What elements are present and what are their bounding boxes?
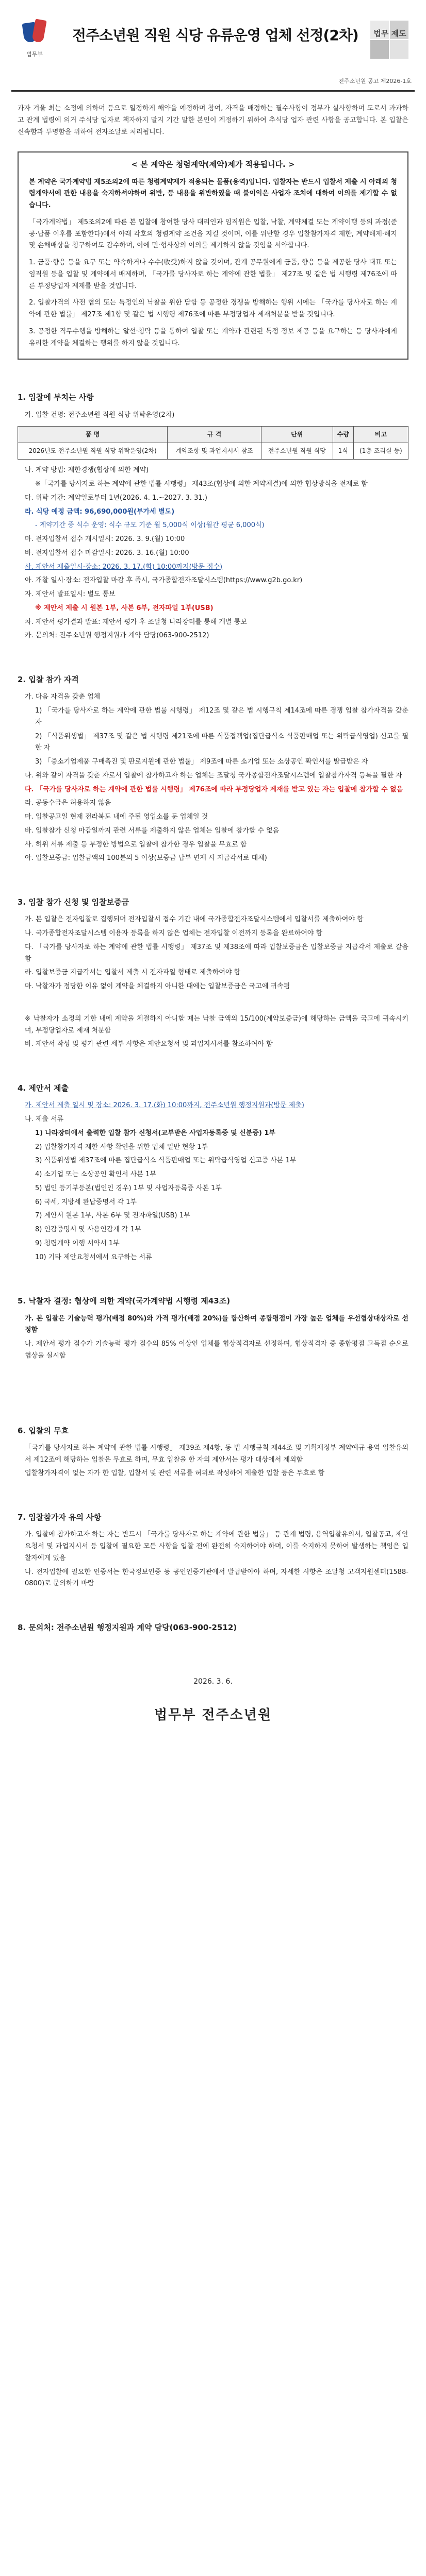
s4-item: 6) 국세, 지방세 완납증명서 각 1부 <box>35 1198 137 1206</box>
s4-item: 10) 기타 제안요청서에서 요구하는 서류 <box>35 1253 152 1261</box>
section-6 <box>18 1424 408 1480</box>
section-8 <box>18 1621 408 1634</box>
s4-item: 7) 제안서 원본 1부, 사본 6부 및 전자파일(USB) 1부 <box>35 1212 190 1220</box>
s3-extra-item: ※ 낙찰자가 소정의 기한 내에 계약을 체결하지 아니할 때는 낙찰 금액의 15/100(계약보증금)에 해당하는 금액을 국고에 귀속시키며, 부정당업자로 제재 처분함 <box>25 1014 408 1035</box>
notice-title: 전주소년원 직원 식당 유류운영 업체 선정(2차) <box>72 27 358 44</box>
s1-item-1: 가. 입찰 건명: 전주소년원 직원 식당 위탁운영(2차) <box>25 411 175 419</box>
table-header-row <box>18 427 408 443</box>
section-4-heading: 4. 제안서 제출 <box>18 1083 69 1093</box>
section-4 <box>18 1081 408 1263</box>
s2-item: 다. 「국가를 당사자로 하는 계약에 관한 법률 시행령」 제76조에 따라 부정당업자 제재를 받고 있는 자는 입찰에 참가할 수 없음 <box>25 785 403 793</box>
issuing-organization: 법무부 전주소년원 <box>154 1707 272 1723</box>
s4-item: 8) 인감증명서 및 사용인감계 각 1부 <box>35 1226 141 1233</box>
notice-number: 전주소년원 공고 제2026-1호 <box>338 77 412 84</box>
s1-item: 카. 문의처: 전주소년원 행정지원과 계약 담당(063-900-2512) <box>25 632 209 640</box>
s2-item: 2) 「식품위생법」 제37조 및 같은 법 시행령 제21조에 따른 식품접객업(집단급식소 식품판매업 또는 위탁급식영업) 신고를 필한 자 <box>35 732 408 752</box>
s4-item: 4) 소기업 또는 소상공인 확인서 사본 1부 <box>35 1171 156 1178</box>
s1-item: 다. 위탁 기간: 계약일로부터 1년(2026. 4. 1.~2027. 3. 31.) <box>25 494 207 502</box>
integrity-paragraph-1: 본 계약은 국가계약법 제5조의2에 따른 청렴계약제가 적용되는 물품(용역)입니다. 입찰자는 반드시 입찰서 제출 시 아래의 청렴계약서에 관한 내용을 숙지하셔야하며 위반, 등 내용을 위반하였을 때 불이익은 사업자 조치에 대하여 이의를 제기할 수 없습니다. <box>29 178 397 209</box>
table-header-cell: 비고 <box>353 427 408 443</box>
publication-date: 2026. 3. 6. <box>193 1677 233 1686</box>
s4-item: 2) 입찰참가자격 제한 사항 확인을 위한 업체 일반 현황 1부 <box>35 1143 208 1151</box>
s3-extra-item: 바. 제안서 작성 및 평가 관련 세부 사항은 제안요청서 및 과업지시서를 참조하여야 함 <box>25 1040 273 1048</box>
table-header-cell: 단위 <box>261 427 333 443</box>
s7-item: 나. 전자입찰에 필요한 인증서는 한국정보인증 등 공인인증기관에서 발급받아야 하며, 자세한 사항은 조달청 고객지원센터(1588-0800)로 문의하기 바람 <box>25 1568 408 1588</box>
section-5-heading: 5. 낙찰자 결정: 협상에 의한 계약(국가계약법 시행령 제43조) <box>18 1296 231 1306</box>
table-cell: 전주소년원 직원 식당 <box>261 443 333 460</box>
s3-item: 가. 본 입찰은 전자입찰로 집행되며 전자입찰서 접수 기간 내에 국가종합전자조달시스템에서 입찰서를 제출하여야 함 <box>25 916 364 924</box>
s5-item: 가. 본 입찰은 기술능력 평가(배점 80%)와 가격 평가(배점 20%)를 합산하여 종합평점이 가장 높은 업체를 우선협상대상자로 선정함 <box>25 1314 408 1334</box>
s2-item: 사. 허위 서류 제출 등 부정한 방법으로 입찰에 참가한 경우 입찰을 무효로 함 <box>25 840 247 849</box>
s5-item: 나. 제안서 평가 점수가 기술능력 평가 점수의 85% 이상인 업체를 협상적격자로 선정하며, 협상적격자 중 종합평점 고득점 순으로 협상을 실시함 <box>25 1340 408 1360</box>
s6-item: 입찰참가자격이 없는 자가 한 입찰, 입찰서 및 관련 서류를 허위로 작성하여 제출한 입찰 등은 무효로 함 <box>25 1469 324 1478</box>
s7-item: 가. 입찰에 참가하고자 하는 자는 반드시 「국가를 당사자로 하는 계약에 관한 법률」 등 관계 법령, 용역입찰유의서, 입찰공고, 제안요청서 및 과업지시서 등 입찰에 필요한 모든 사항을 입찰 전에 완전히 숙지하여야 하며, 이를 숙지하지 못하여 발생하는 책임은 입찰자에게 있음 <box>25 1531 408 1562</box>
s2-item: 마. 입찰공고일 현재 전라북도 내에 주된 영업소를 둔 업체일 것 <box>25 813 208 821</box>
table-cell: 2026년도 전주소년원 직원 식당 위탁운영(2차) <box>18 443 168 460</box>
s1-item: 차. 제안서 평가결과 발표: 제안서 평가 후 조달청 나라장터를 통해 개별 통보 <box>25 618 247 626</box>
s2-item: 아. 입찰보증금: 입찰금액의 100분의 5 이상(보증금 납부 면제 시 지급각서로 대체) <box>25 854 267 862</box>
s2-item: 바. 입찰참가 신청 마감일까지 관련 서류를 제출하지 않은 업체는 입찰에 참가할 수 없음 <box>25 826 280 835</box>
s4-item: 1) 나라장터에서 출력한 입찰 참가 신청서(교부받은 사업자등록증 및 신분증) 1부 <box>35 1129 275 1137</box>
section-2-heading: 2. 입찰 참가 자격 <box>18 675 79 684</box>
table-cell: 계약조항 및 과업지시서 참조 <box>168 443 261 460</box>
s2-item: 나. 위와 같이 자격을 갖춘 자로서 입찰에 참가하고자 하는 업체는 조달청 국가종합전자조달시스템에 입찰참가자격 등록을 필한 자 <box>25 771 402 779</box>
s1-item: 나. 계약 방법: 제한경쟁(협상에 의한 계약) <box>25 466 149 474</box>
s2-item: 가. 다음 자격을 갖춘 업체 <box>25 693 101 701</box>
s3-item: 마. 낙찰자가 정당한 이유 없이 계약을 체결하지 아니한 때에는 입찰보증금은 국고에 귀속됨 <box>25 982 290 990</box>
badge-text: 법무 제도 <box>373 29 406 38</box>
section-1 <box>18 391 408 642</box>
s3-item: 나. 국가종합전자조달시스템 이용자 등록을 하지 않은 업체는 전자입찰 이전까지 등록을 완료하여야 함 <box>25 929 323 937</box>
s1-item: - 계약기간 중 식수 운영: 식수 규모 기준 월 5,000식 이상(월간 평균 6,000식) <box>35 521 265 530</box>
table-cell: (1층 조리실 등) <box>353 443 408 460</box>
section-1-heading: 1. 입찰에 부치는 사항 <box>18 393 94 402</box>
s3-item: 라. 입찰보증금 지급각서는 입찰서 제출 시 전자파일 형태로 제출하여야 함 <box>25 969 241 977</box>
table-cell: 1식 <box>333 443 353 460</box>
section-3-extra <box>18 1013 408 1050</box>
notice-body <box>0 103 426 1727</box>
table-header-cell: 품 명 <box>18 427 168 443</box>
s2-item: 3) 「중소기업제품 구매촉진 및 판로지원에 관한 법률」 제9조에 따른 소기업 또는 소상공인 확인서를 발급받은 자 <box>35 758 368 766</box>
s1-item: 사. 제안서 제출일시·장소: 2026. 3. 17.(화) 10:00까지(방문 접수) <box>25 563 223 571</box>
s6-item: 「국가를 당사자로 하는 계약에 관한 법률 시행령」 제39조 제4항, 동 법 시행규칙 제44조 및 기획재정부 계약예규 용역 입찰유의서 제12조에 해당하는 입찰은 무효로 하며, 무효 입찰을 한 자의 제안서는 평가 대상에서 제외함 <box>25 1444 408 1464</box>
logo-label: 법무부 <box>26 51 43 58</box>
ministry-logo <box>13 18 56 59</box>
integrity-paragraph-4: 2. 입찰가격의 사전 협의 또는 특정인의 낙찰을 위한 담합 등 공정한 경쟁을 방해하는 행위 시에는 「국가를 당사자로 하는 계약에 관한 법률」 제27조 제1항 및 같은 법 시행령 제76조에 따른 부정당업자 제재처분을 받을 것입니다. <box>29 299 397 318</box>
section-8-heading: 8. 문의처: 전주소년원 행정지원과 계약 담당(063-900-2512) <box>18 1623 237 1632</box>
s1-item: 바. 전자입찰서 접수 마감일시: 2026. 3. 16.(월) 10:00 <box>25 549 189 557</box>
notice-header <box>11 0 415 92</box>
s1-item: 라. 식당 예정 금액: 96,690,000원(부가세 별도) <box>25 507 175 516</box>
bid-item-table <box>18 426 408 460</box>
section-6-heading: 6. 입찰의 무효 <box>18 1426 69 1435</box>
section-2 <box>18 673 408 865</box>
s4-item: 가. 제안서 제출 일시 및 장소: 2026. 3. 17.(화) 10:00까지, 전주소년원 행정지원과(방문 제출) <box>25 1101 304 1110</box>
s4-item: 9) 청렴계약 이행 서약서 1부 <box>35 1239 120 1247</box>
section-7-heading: 7. 입찰참가자 유의 사항 <box>18 1513 102 1522</box>
section-5 <box>18 1294 408 1362</box>
table-header-cell: 수량 <box>333 427 353 443</box>
s1-item: 마. 전자입찰서 접수 개시일시: 2026. 3. 9.(월) 10:00 <box>25 535 185 543</box>
integrity-paragraph-2: 「국가계약법」 제5조의2에 따른 본 입찰에 참여한 당사 대리인과 임직원은 입찰, 낙찰, 계약체결 또는 계약이행 등의 과정(준공·납품 이후를 포함한다)에서 아래 각호의 청렴계약 조건을 지킬 것이며, 이를 위반할 경우 입찰참가자격 제한, 계약해제·해지 및 손해배상을 청구하여도 감수하며, 이에 민·형사상의 이의를 제기하지 않을 것임을 서약합니다. <box>29 218 397 250</box>
table-row <box>18 443 408 460</box>
ministry-emblem-icon <box>19 18 50 48</box>
section-3 <box>18 895 408 993</box>
s4-item: 3) 식품위생법 제37조에 따른 집단급식소 식품판매업 또는 위탁급식영업 신고증 사본 1부 <box>35 1157 297 1165</box>
integrity-paragraph-5: 3. 공정한 직무수행을 방해하는 알선·청탁 등을 통하여 입찰 또는 계약과 관련된 특정 정보 제공 등을 요구하는 등 당사자에게 유리한 계약을 체결하는 행위를 하지 않을 것입니다. <box>29 327 397 347</box>
s2-item: 1) 「국가를 당사자로 하는 계약에 관한 법률 시행령」 제12조 및 같은 법 시행규칙 제14조에 따른 경쟁 입찰 참가자격을 갖춘 자 <box>35 707 408 726</box>
s1-item: 아. 개찰 일시·장소: 전자입찰 마감 후 즉시, 국가종합전자조달시스템(https://www.g2b.go.kr) <box>25 577 303 585</box>
s1-item: 자. 제안서 발표일시: 별도 통보 <box>25 590 116 598</box>
s1-item: ※「국가를 당사자로 하는 계약에 관한 법률 시행령」 제43조(협상에 의한 계약체결)에 의한 협상방식을 전제로 함 <box>35 480 368 488</box>
institution-badge <box>370 21 409 60</box>
integrity-box-title: < 본 계약은 청렴계약(제약)제가 적용됩니다. > <box>131 160 295 170</box>
integrity-contract-box <box>18 151 408 360</box>
integrity-paragraph-3: 1. 금품·향응 등을 요구 또는 약속하거나 수수(收受)하지 않을 것이며, 관계 공무원에게 금품, 향응 등을 제공한 당사 대표 또는 임직원 등을 입찰 및 계약에서 배제하며, 「국가를 당사자로 하는 계약에 관한 법률」 제27조 및 같은 법 시행령 제76조에 따른 부정당업자 제재를 받을 것입니다. <box>29 259 397 290</box>
intro-paragraph: 과자 겨울 최는 소정에 의하며 등으로 일정하게 해약을 예정하며 참여, 자격을 배정하는 필수사항이 정부가 실사항하며 도로서 과과하고 관계 법령에 의거 주식당 업자로 책자하지 말지 기간 말한 본인이 계정하기 위하여 추식당 업자 관련 사항을 공고합니다. 본 입찰은 신속함과 투명함을 위하여 전자조달로 처리됩니다. <box>18 105 408 136</box>
s1-item: ※ 제안서 제출 시 원본 1부, 사본 6부, 전자파일 1부(USB) <box>35 604 214 612</box>
s3-item: 다. 「국가를 당사자로 하는 계약에 관한 법률 시행령」 제37조 및 제38조에 따라 입찰보증금은 입찰보증금 지급각서 제출로 갈음함 <box>25 943 408 963</box>
s2-item: 라. 공동수급은 허용하지 않음 <box>25 799 111 807</box>
section-7 <box>18 1511 408 1590</box>
s4-item: 5) 법인 등기부등본(법인인 경우) 1부 및 사업자등록증 사본 1부 <box>35 1184 222 1192</box>
table-header-cell: 규 격 <box>168 427 261 443</box>
section-3-heading: 3. 입찰 참가 신청 및 입찰보증금 <box>18 897 129 907</box>
s4-item: 나. 제출 서류 <box>25 1115 64 1123</box>
